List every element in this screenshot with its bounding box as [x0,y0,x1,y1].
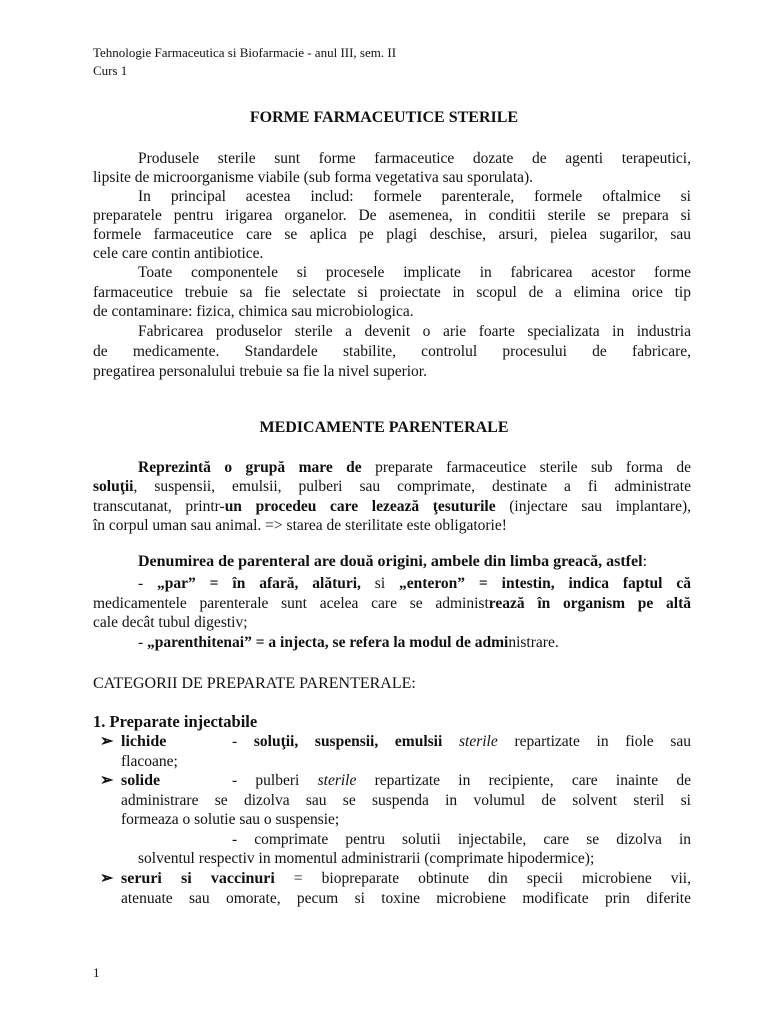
arrow-bullet-icon: ➢ [100,733,114,750]
page-number: 1 [93,965,100,980]
paragraph-line [138,574,691,594]
bold-phrase: „parenthitenai” = a injecta, se refera la modul de admi [147,634,509,651]
paragraph-line: preparatele pentru irigarea organelor. De asemenea, in conditii sterile se prepara si [93,207,691,224]
paragraph-line: In principal acestea includ: formele parenterale, formele oftalmice si [138,188,691,205]
text-run: medicamentele parenterale sunt acelea care se administ [93,595,489,612]
paragraph-line: în corpul uman sau animal. => starea de sterilitate este obligatorie! [93,517,507,534]
paragraph-line [138,633,691,653]
paragraph-line [232,732,691,752]
bold-phrase: „enteron” = intestin, indica faptul că [399,575,691,592]
text-run: - pulberi [232,772,318,789]
text-run: - [138,634,148,651]
italic-word: sterile [317,772,357,789]
text-run: si [360,575,400,592]
subheading-injectables: 1. Preparate injectabile [93,712,258,731]
paragraph-line [121,869,691,889]
bold-phrase: rează în organism pe altă [488,595,691,612]
paragraph-line: Produsele sterile sunt forme farmaceutice dozate de agenti terapeutici, [138,150,691,167]
text-run: - [138,575,158,592]
bold-phrase: un procedeu care lezează ţesuturile [224,498,496,515]
paragraph-line: atenuate sau omorate, pecum si toxine microbiene modificate prin diferite [121,890,691,907]
text-run: preparate farmaceutice sterile sub forma de [361,459,691,476]
paragraph-line [138,552,691,572]
text-run: : [642,553,648,570]
italic-word: sterile [459,733,498,750]
text-run: - [232,733,254,750]
paragraph-line: cale decât tubul digestiv; [93,614,248,631]
bullet-term-sera-vaccines: seruri si vaccinuri [121,870,275,887]
categories-heading: CATEGORII DE PREPARATE PARENTERALE: [93,675,416,692]
paragraph-line: formeaza o solutie sau o suspensie; [121,811,340,828]
paragraph-line: lipsite de microorganisme viabile (sub forma vegetativa sau sporulata). [93,169,534,186]
paragraph-line: formele farmaceutice care se aplica pe plagi deschise, arsuri, pielea sugarilor, sau [93,226,691,243]
text-run: = biopreparate obtinute din specii microbiene vii, [274,870,691,887]
arrow-bullet-icon: ➢ [100,772,114,789]
paragraph-line: administrare se dizolva sau se suspenda in volumul de solvent steril si [121,792,691,809]
paragraph-line: solventul respectiv in momentul administrarii (comprimate hipodermice); [138,850,595,867]
paragraph-line [93,497,691,517]
text-run: transcutanat, printr- [93,498,225,515]
bold-phrase: Reprezintă o grupă mare de [138,459,362,476]
arrow-bullet-icon: ➢ [100,870,114,887]
bold-phrase: „par” = în afară, alături, [157,575,361,592]
text-run: repartizate in recipiente, care inainte de [356,772,691,789]
bold-word: Denumirea [138,553,215,570]
paragraph-line: Toate componentele si procesele implicate in fabricarea acestor forme [138,264,691,281]
paragraph-line [138,458,691,478]
text-run [442,733,459,750]
paragraph-line: flacoane; [121,753,178,770]
bold-word: soluţii [93,478,134,495]
bullet-term-liquid: lichide [121,733,167,750]
paragraph-line [93,477,691,497]
paragraph-line [232,771,691,791]
paragraph-line: de medicamente. Standardele stabilite, controlul procesului de fabricare, [93,343,691,360]
bullet-term-solid: solide [121,772,161,789]
paragraph-line: - comprimate pentru solutii injectabile, care se dizolva in [232,831,691,848]
text-run: de parenteral are două origini, ambele din limba greacă, astfel [214,553,643,570]
section-title-sterile-forms: FORME FARMACEUTICE STERILE [249,109,519,126]
text-run: , suspensii, emulsii, pulberi sau comprimate, destinate a fi administrate [133,478,691,495]
section-title-parenteral: MEDICAMENTE PARENTERALE [259,419,509,436]
lecture-label: Curs 1 [93,63,128,78]
text-run: (injectare sau implantare), [495,498,691,515]
paragraph-line: Fabricarea produselor sterile a devenit o arie foarte specializata in industria [138,323,691,340]
bold-phrase: soluţii, suspensii, emulsii [253,733,443,750]
text-run: nistrare. [508,634,559,651]
text-run: repartizate in fiole sau [497,733,692,750]
paragraph-line: de contaminare: fizica, chimica sau microbiologica. [93,303,414,320]
course-header: Tehnologie Farmaceutica si Biofarmacie - anul III, sem. II [93,45,397,60]
paragraph-line: farmaceutice trebuie sa fie selectate si proiectate in scopul de a elimina orice tip [93,284,691,301]
paragraph-line [93,594,691,614]
paragraph-line: pregatirea personalului trebuie sa fie la nivel superior. [93,363,427,380]
paragraph-line: cele care contin antibiotice. [93,245,264,262]
